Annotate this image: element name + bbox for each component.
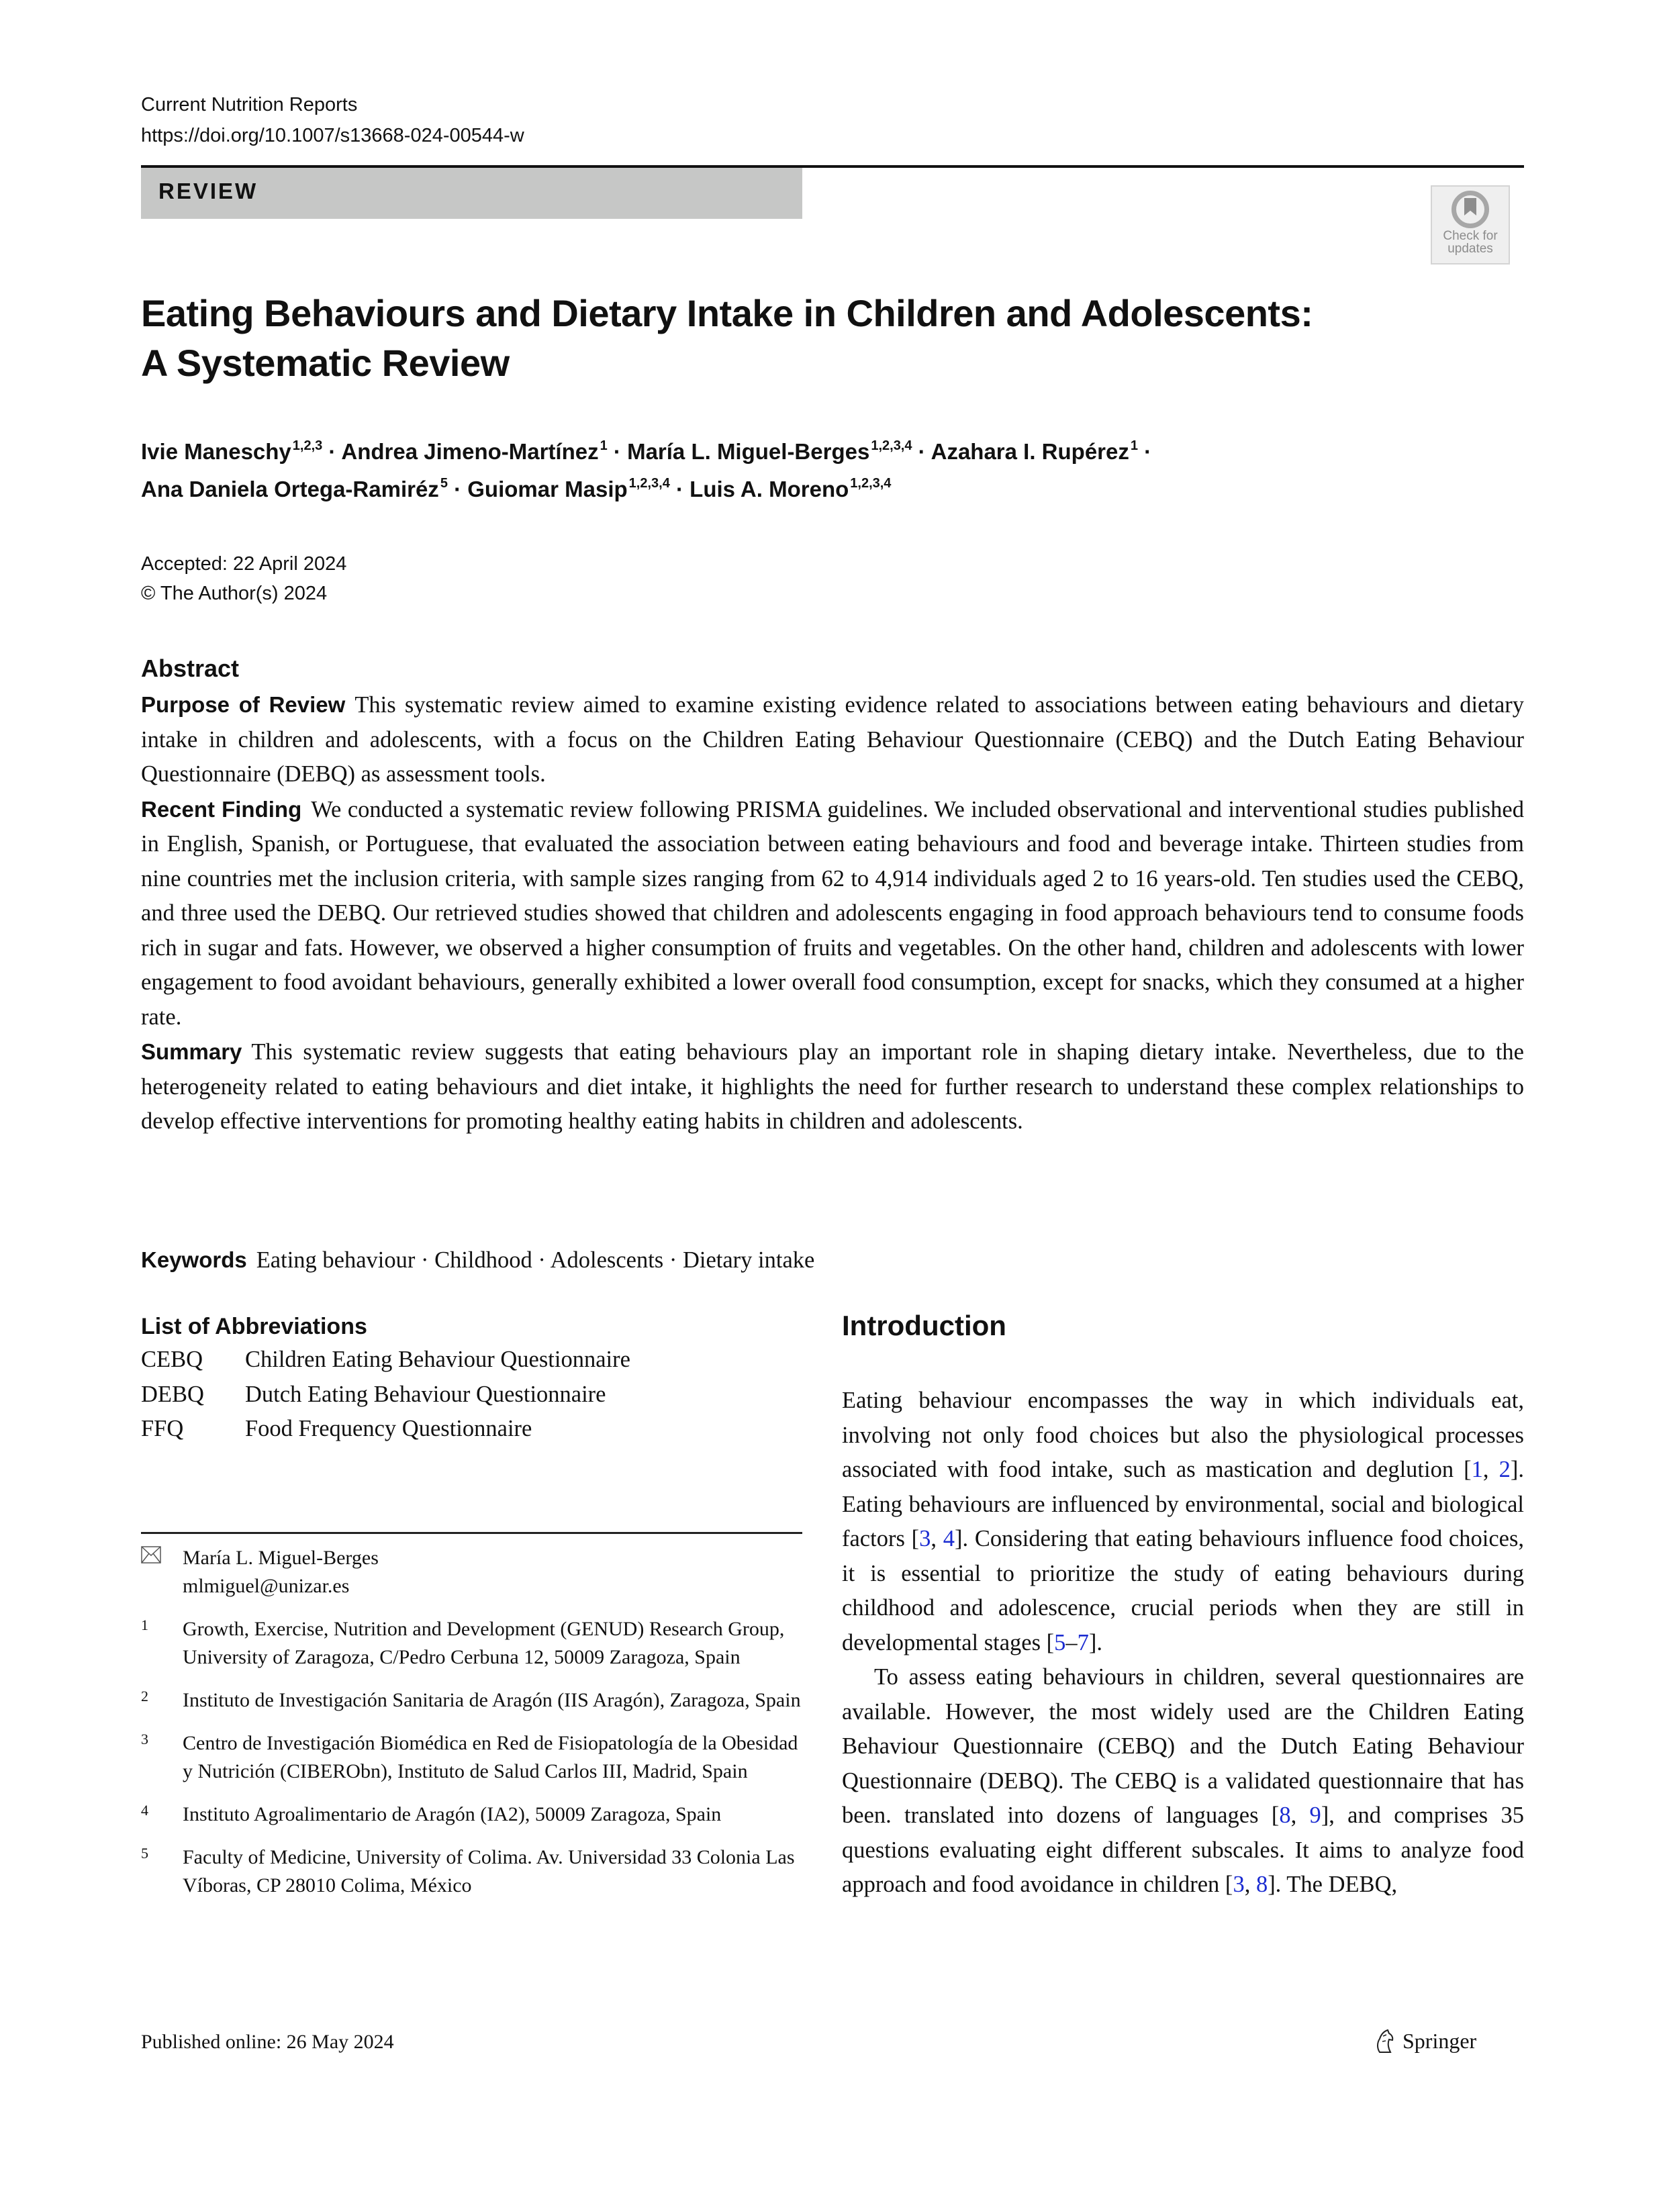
abstract-section-label: Recent Finding [141, 796, 302, 822]
article-title: Eating Behaviours and Dietary Intake in Children and Adolescents: A Systematic Review [141, 292, 1313, 384]
abstract-heading: Abstract [141, 655, 240, 682]
abbreviation: FFQ [141, 1416, 184, 1441]
affiliation-text: Instituto de Investigación Sanitaria de Aragón (IIS Aragón), Zaragoza, Spain [183, 1689, 801, 1711]
author-separator: · [447, 477, 468, 501]
author-separator: · [669, 477, 690, 501]
author-separator: · [1138, 439, 1152, 464]
affiliation [141, 1615, 802, 1672]
citation-link[interactable]: 5 [1054, 1629, 1066, 1655]
author-separator: · [912, 439, 931, 464]
paragraph-text: , [1482, 1457, 1499, 1482]
paragraph-text: , [1244, 1872, 1256, 1897]
citation-link[interactable]: 7 [1077, 1629, 1089, 1655]
paragraph-text: ]. Considering that eating behaviours influence food choices, it is essential to prioritize the study of eating behaviours during childhood and adolescence, crucial periods when they are still in developmental stages [ [842, 1526, 1525, 1655]
corresponding-author: María L. Miguel-Berges [183, 1547, 379, 1569]
keywords [141, 1243, 814, 1277]
article-type-label: REVIEW [158, 179, 258, 203]
abbreviation-row [141, 1412, 802, 1447]
envelope-icon [141, 1544, 183, 1600]
paragraph-text: ]. The DEBQ, [1268, 1872, 1398, 1897]
springer-horse-icon [1373, 2028, 1396, 2054]
abbreviation-row [141, 1343, 802, 1378]
affiliation-number: 3 [141, 1731, 148, 1747]
paragraph-text: To assess eating behaviours in children, several questionnaires are available. However, the most widely used are the Children Eating Behaviour Questionnaire (CEBQ) and the Dutch Eating Behaviour Questionnaire (DEBQ). The CEBQ is a validated questionnaire that has been. translated into dozens of languages [ [842, 1664, 1524, 1828]
affiliation-text: Centro de Investigación Biomédica en Red de Fisiopatología de la Obesidad y Nutrición (CIBERObn), Instituto de Salud Carlos III, Madrid, Spain [183, 1732, 798, 1782]
affiliation-number: 2 [141, 1688, 148, 1704]
citation-link[interactable]: 1 [1471, 1457, 1483, 1482]
paragraph-text: ], and comprises 35 questions evaluating eight different subscales. It aims to analyze food approach and food avoidance in children [ [842, 1802, 1524, 1897]
abstract-section-text: This systematic review suggests that eating behaviours play an important role in shaping dietary intake. Nevertheless, due to the heterogeneity related to eating behaviours and diet intake, it highlights the need for further research to understand these complex relationships to develop effective interventions for promoting healthy eating habits in children and adolescents. [141, 1039, 1524, 1134]
intro-paragraph-1 [842, 1384, 1524, 1660]
keywords-text: Eating behaviour · Childhood · Adolescents · Dietary intake [256, 1247, 815, 1273]
accepted-date: Accepted: 22 April 2024 [141, 553, 347, 575]
citation-link[interactable]: 2 [1498, 1457, 1511, 1482]
abstract-section [141, 687, 1524, 792]
author-affiliation-marks[interactable]: 1,2,3 [292, 438, 323, 453]
citation-link[interactable]: 3 [919, 1526, 931, 1551]
keywords-label: Keywords [141, 1247, 247, 1272]
author-list [141, 433, 1524, 508]
author-affiliation-marks[interactable]: 1 [1130, 438, 1138, 453]
citation-link[interactable]: 4 [943, 1526, 955, 1551]
paragraph-text: , [931, 1526, 943, 1551]
copyright: © The Author(s) 2024 [141, 583, 328, 604]
abbreviation-expansion: Food Frequency Questionnaire [245, 1416, 532, 1441]
abstract-section [141, 792, 1524, 1035]
author-affiliation-marks[interactable]: 1,2,3,4 [628, 476, 670, 491]
journal-header [141, 89, 524, 151]
abstract-section-label: Purpose of Review [141, 692, 346, 717]
author-affiliation-marks[interactable]: 5 [440, 476, 448, 491]
author-affiliation-marks[interactable]: 1,2,3,4 [871, 438, 912, 453]
affiliation [141, 1843, 802, 1900]
introduction-section [842, 1306, 1524, 1903]
abbreviation-expansion: Dutch Eating Behaviour Questionnaire [245, 1381, 606, 1407]
journal-name: Current Nutrition Reports [141, 94, 358, 115]
citation-link[interactable]: 8 [1279, 1802, 1291, 1828]
affiliation-text: Growth, Exercise, Nutrition and Development (GENUD) Research Group, University of Zaragoza, C/Pedro Cerbuna 12, 50009 Zaragoza, Spain [183, 1618, 785, 1668]
abstract-section-text: We conducted a systematic review following PRISMA guidelines. We included observational and interventional studies published in English, Spanish, or Portuguese, that evaluated the association between eating behaviours and food and beverage intake. Thirteen studies from nine countries met the inclusion criteria, with sample sizes ranging from 62 to 4,914 individuals aged 2 to 16 years-old. Ten studies used the CEBQ, and three used the DEBQ. Our retrieved studies showed that children and adolescents engaging in food approach behaviours tend to consume foods rich in sugar and fats. However, we observed a higher consumption of fruits and vegetables. On the other hand, children and adolescents with lower engagement to food avoidant behaviours, generally exhibited a lower overall food consumption, except for snacks, which they consumed at a higher rate. [141, 796, 1524, 1030]
author-affiliation-marks[interactable]: 1 [600, 438, 608, 453]
affiliation-number: 4 [141, 1802, 148, 1819]
paragraph-text: Eating behaviour encompasses the way in which individuals eat, involving not only food choices but also the physiological processes associated with food intake, such as mastication and deglution [ [842, 1388, 1524, 1482]
affiliation [141, 1800, 802, 1829]
author-separator: · [607, 439, 628, 464]
author-separator: · [322, 439, 342, 464]
correspondence [141, 1544, 802, 1600]
author-name[interactable]: Andrea Jimeno-Martínez [341, 439, 599, 464]
author-name[interactable]: María L. Miguel-Berges [627, 439, 870, 464]
abstract-section-text: This systematic review aimed to examine existing evidence related to associations between eating behaviours and dietary intake in children and adolescents, with a focus on the Children Eating Behaviour Questionnaire (CEBQ) and the Dutch Eating Behaviour Questionnaire (DEBQ) as assessment tools. [141, 692, 1525, 787]
paragraph-text: – [1065, 1629, 1078, 1655]
author-name[interactable]: Ivie Maneschy [141, 439, 291, 464]
introduction-heading: Introduction [842, 1310, 1006, 1341]
affiliation-text: Instituto Agroalimentario de Aragón (IA2), 50009 Zaragoza, Spain [183, 1803, 722, 1825]
author-name[interactable]: Guiomar Masip [467, 477, 628, 501]
abstract [141, 653, 1524, 1139]
affiliation [141, 1729, 802, 1786]
abstract-section-label: Summary [141, 1039, 242, 1064]
affiliation-text: Faculty of Medicine, University of Colima. Av. Universidad 33 Colonia Las Víboras, CP 28010 Colima, México [183, 1846, 795, 1896]
publisher-logo [1373, 2026, 1476, 2056]
paragraph-text: ]. Eating behaviours are influenced by environmental, social and biological factors [ [842, 1457, 1525, 1551]
check-for-updates-button[interactable] [1431, 185, 1510, 265]
footnotes [141, 1544, 802, 1915]
check-updates-text: Check for updates [1443, 229, 1498, 256]
citation-link[interactable]: 8 [1255, 1872, 1268, 1897]
corresponding-email[interactable]: mlmiguel@unizar.es [183, 1575, 350, 1597]
doi-link[interactable]: https://doi.org/10.1007/s13668-024-00544-w [141, 125, 524, 146]
abbreviations-list [141, 1310, 802, 1447]
affiliation-number: 1 [141, 1617, 148, 1633]
abbreviation: DEBQ [141, 1381, 204, 1407]
citation-link[interactable]: 3 [1233, 1872, 1245, 1897]
citation-link[interactable]: 9 [1309, 1802, 1321, 1828]
paragraph-text: ]. [1088, 1629, 1103, 1655]
abbreviation-row [141, 1378, 802, 1412]
footnote-rule [141, 1532, 802, 1534]
author-name[interactable]: Azahara I. Rupérez [931, 439, 1129, 464]
publisher-name: Springer [1402, 2029, 1477, 2053]
author-affiliation-marks[interactable]: 1,2,3,4 [850, 476, 892, 491]
intro-paragraph-2 [842, 1660, 1524, 1903]
affiliation [141, 1686, 802, 1715]
abbreviations-heading: List of Abbreviations [141, 1314, 367, 1339]
affiliation-number: 5 [141, 1845, 148, 1862]
crossmark-icon [1452, 191, 1489, 228]
abbreviation: CEBQ [141, 1347, 203, 1372]
abstract-section [141, 1035, 1524, 1139]
author-name[interactable]: Luis A. Moreno [689, 477, 849, 501]
author-name[interactable]: Ana Daniela Ortega-Ramiréz [141, 477, 439, 501]
abbreviation-expansion: Children Eating Behaviour Questionnaire [245, 1347, 630, 1372]
article-dates [141, 549, 346, 608]
published-date: Published online: 26 May 2024 [141, 2031, 394, 2053]
paragraph-text: , [1290, 1802, 1310, 1828]
